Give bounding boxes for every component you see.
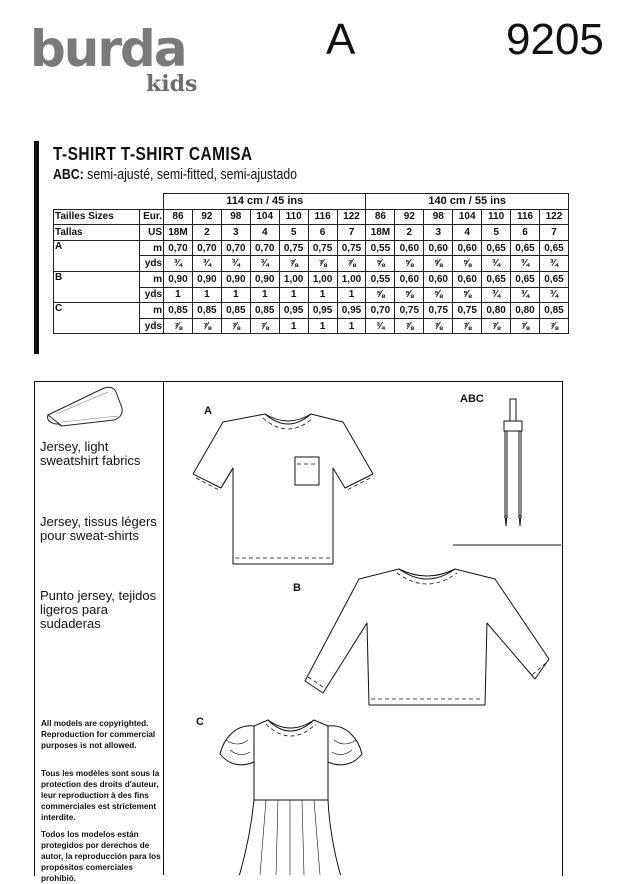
meters-value: 0,85 <box>221 303 250 319</box>
yards-label: yds <box>140 318 164 334</box>
view-b-label: B <box>293 582 301 594</box>
view-a-drawing <box>193 404 383 572</box>
meters-value: 0,65 <box>539 240 568 256</box>
meters-value: 0,70 <box>250 240 279 256</box>
yards-value: ⅝ <box>395 287 424 303</box>
fabric-es: Punto jersey, tejidos ligeros para sudaderas <box>40 588 157 631</box>
eur-size: 116 <box>308 209 337 225</box>
yards-value: ¾ <box>511 256 540 272</box>
meters-value: 0,75 <box>453 303 482 319</box>
yards-value: ⅝ <box>366 287 395 303</box>
meters-value: 0,65 <box>482 271 511 287</box>
yards-value: ¾ <box>539 256 568 272</box>
sizes-label: Tailles Sizes <box>54 209 140 225</box>
us-size: 5 <box>482 225 511 241</box>
us-size: 7 <box>539 225 568 241</box>
meters-value: 0,70 <box>366 303 395 319</box>
meters-value: 0,95 <box>308 303 337 319</box>
corner-divider <box>453 535 561 549</box>
width-114-header: 114 cm / 45 ins <box>164 194 366 210</box>
eur-size: 98 <box>424 209 453 225</box>
eur-size: 110 <box>482 209 511 225</box>
yards-value: ⅞ <box>539 318 568 334</box>
yards-value: ⅝ <box>366 256 395 272</box>
yards-value: ¾ <box>511 287 540 303</box>
view-a-label: A <box>204 405 212 417</box>
us-size: 4 <box>453 225 482 241</box>
meters-value: 0,55 <box>366 271 395 287</box>
yards-value: ¾ <box>250 256 279 272</box>
yards-value: ⅝ <box>395 256 424 272</box>
tallas-label: Tallas <box>54 225 140 241</box>
yards-value: ⅞ <box>221 318 250 334</box>
fabric-roll-icon <box>42 384 130 430</box>
yards-value: ⅞ <box>453 318 482 334</box>
brand-subline: kids <box>146 71 198 97</box>
meters-value: 1,00 <box>337 271 366 287</box>
yards-value: 1 <box>192 287 221 303</box>
row-view-a: A <box>54 240 140 271</box>
meters-value: 0,95 <box>337 303 366 319</box>
meters-value: 0,85 <box>192 303 221 319</box>
width-140-header: 140 cm / 55 ins <box>366 194 569 210</box>
yards-value: 1 <box>250 287 279 303</box>
us-size: 18M <box>164 225 193 241</box>
yards-value: ¾ <box>482 287 511 303</box>
row-view-c: C <box>54 303 140 334</box>
yards-value: 1 <box>337 287 366 303</box>
meters-value: 0,90 <box>192 271 221 287</box>
yards-value: ⅞ <box>511 318 540 334</box>
yardage-section <box>34 141 567 354</box>
meters-label: m <box>140 303 164 319</box>
yards-value: ⅞ <box>395 318 424 334</box>
us-size: 6 <box>511 225 540 241</box>
fit-text: semi-ajusté, semi-fitted, semi-ajustado <box>83 166 298 183</box>
eur-size: 122 <box>337 209 366 225</box>
meters-value: 0,65 <box>511 271 540 287</box>
view-c-drawing <box>218 710 368 875</box>
yards-label: yds <box>140 256 164 272</box>
eur-size: 110 <box>279 209 308 225</box>
meters-value: 0,80 <box>511 303 540 319</box>
yards-value: ¾ <box>164 256 193 272</box>
meters-value: 1,00 <box>308 271 337 287</box>
us-size: 5 <box>279 225 308 241</box>
yards-value: ¾ <box>192 256 221 272</box>
yards-value: 1 <box>308 318 337 334</box>
us-size: 4 <box>250 225 279 241</box>
us-size: 6 <box>308 225 337 241</box>
meters-value: 0,95 <box>279 303 308 319</box>
burda-kids-logo <box>30 20 210 98</box>
needle-label: ABC <box>460 393 484 405</box>
pattern-number: 9205 <box>506 15 604 64</box>
meters-value: 0,65 <box>482 240 511 256</box>
eur-size: 92 <box>192 209 221 225</box>
meters-value: 0,75 <box>395 303 424 319</box>
meters-value: 0,90 <box>221 271 250 287</box>
meters-value: 0,60 <box>395 240 424 256</box>
eur-size: 98 <box>221 209 250 225</box>
eur-label: Eur. <box>140 209 164 225</box>
copyright-en: All models are copyrighted. Reproduction for commercial purposes is not allowed. <box>41 719 156 750</box>
meters-value: 0,80 <box>482 303 511 319</box>
eur-size: 122 <box>539 209 568 225</box>
meters-label: m <box>140 240 164 256</box>
meters-value: 0,60 <box>424 240 453 256</box>
meters-value: 0,60 <box>424 271 453 287</box>
eur-size: 92 <box>395 209 424 225</box>
yards-value: ⅝ <box>453 256 482 272</box>
row-view-b: B <box>54 271 140 302</box>
yards-value: ¾ <box>482 256 511 272</box>
fit-label: ABC: <box>53 166 84 183</box>
meters-value: 0,60 <box>453 240 482 256</box>
meters-value: 0,85 <box>250 303 279 319</box>
yards-value: 1 <box>279 318 308 334</box>
meters-value: 0,70 <box>192 240 221 256</box>
eur-size: 104 <box>250 209 279 225</box>
view-letter: A <box>326 15 356 64</box>
eur-size: 86 <box>164 209 193 225</box>
eur-size: 86 <box>366 209 395 225</box>
meters-value: 0,75 <box>337 240 366 256</box>
meters-value: 0,85 <box>164 303 193 319</box>
us-size: 7 <box>337 225 366 241</box>
meters-value: 0,70 <box>164 240 193 256</box>
yards-value: ¾ <box>221 256 250 272</box>
meters-value: 0,60 <box>395 271 424 287</box>
yards-value: ⅞ <box>279 256 308 272</box>
us-size: 2 <box>395 225 424 241</box>
meters-value: 0,55 <box>366 240 395 256</box>
eur-size: 104 <box>453 209 482 225</box>
us-size: 18M <box>366 225 395 241</box>
yards-value: ⅞ <box>250 318 279 334</box>
yards-value: ⅞ <box>308 256 337 272</box>
yards-value: 1 <box>221 287 250 303</box>
yards-label: yds <box>140 287 164 303</box>
copyright-es: Todos los modelos están protegidos por derechos de autor, la reproducción para los propósitos comerciales prohibió. <box>41 830 161 883</box>
meters-value: 0,75 <box>308 240 337 256</box>
us-size: 3 <box>221 225 250 241</box>
meters-value: 1,00 <box>279 271 308 287</box>
meters-value: 0,90 <box>250 271 279 287</box>
meters-value: 0,65 <box>511 240 540 256</box>
view-c-label: C <box>196 716 204 728</box>
yards-value: ⅞ <box>164 318 193 334</box>
yardage-table <box>53 193 569 334</box>
yards-value: ¾ <box>366 318 395 334</box>
yards-value: ⅝ <box>424 256 453 272</box>
meters-value: 0,85 <box>539 303 568 319</box>
yards-value: 1 <box>279 287 308 303</box>
us-label: US <box>140 225 164 241</box>
meters-value: 0,60 <box>453 271 482 287</box>
fabric-fr: Jersey, tissus légers pour sweat-shirts <box>40 514 157 543</box>
meters-value: 0,90 <box>164 271 193 287</box>
fabric-en: Jersey, light sweatshirt fabrics <box>40 439 141 468</box>
meters-value: 0,65 <box>539 271 568 287</box>
meters-value: 0,75 <box>424 303 453 319</box>
brand-name: burda <box>30 20 186 78</box>
yards-value: ⅞ <box>424 318 453 334</box>
yards-value: ¾ <box>539 287 568 303</box>
eur-size: 116 <box>511 209 540 225</box>
meters-value: 0,75 <box>279 240 308 256</box>
yards-value: 1 <box>337 318 366 334</box>
view-b-drawing <box>299 563 555 713</box>
meters-value: 0,70 <box>221 240 250 256</box>
yards-value: ⅝ <box>453 287 482 303</box>
yards-value: ⅞ <box>337 256 366 272</box>
us-size: 3 <box>424 225 453 241</box>
garment-title: T-SHIRT T-SHIRT CAMISA <box>53 144 253 164</box>
yards-value: ⅞ <box>482 318 511 334</box>
twin-needle-icon <box>493 396 533 534</box>
yards-value: 1 <box>164 287 193 303</box>
fit-description <box>53 166 297 183</box>
yards-value: ⅞ <box>192 318 221 334</box>
us-size: 2 <box>192 225 221 241</box>
copyright-fr: Tous les modèles sont sous la protection des droits d'auteur, leur reproduction à des fins commerciales est strictement interdite. <box>41 769 160 822</box>
yards-value: 1 <box>308 287 337 303</box>
meters-label: m <box>140 271 164 287</box>
yards-value: ⅝ <box>424 287 453 303</box>
